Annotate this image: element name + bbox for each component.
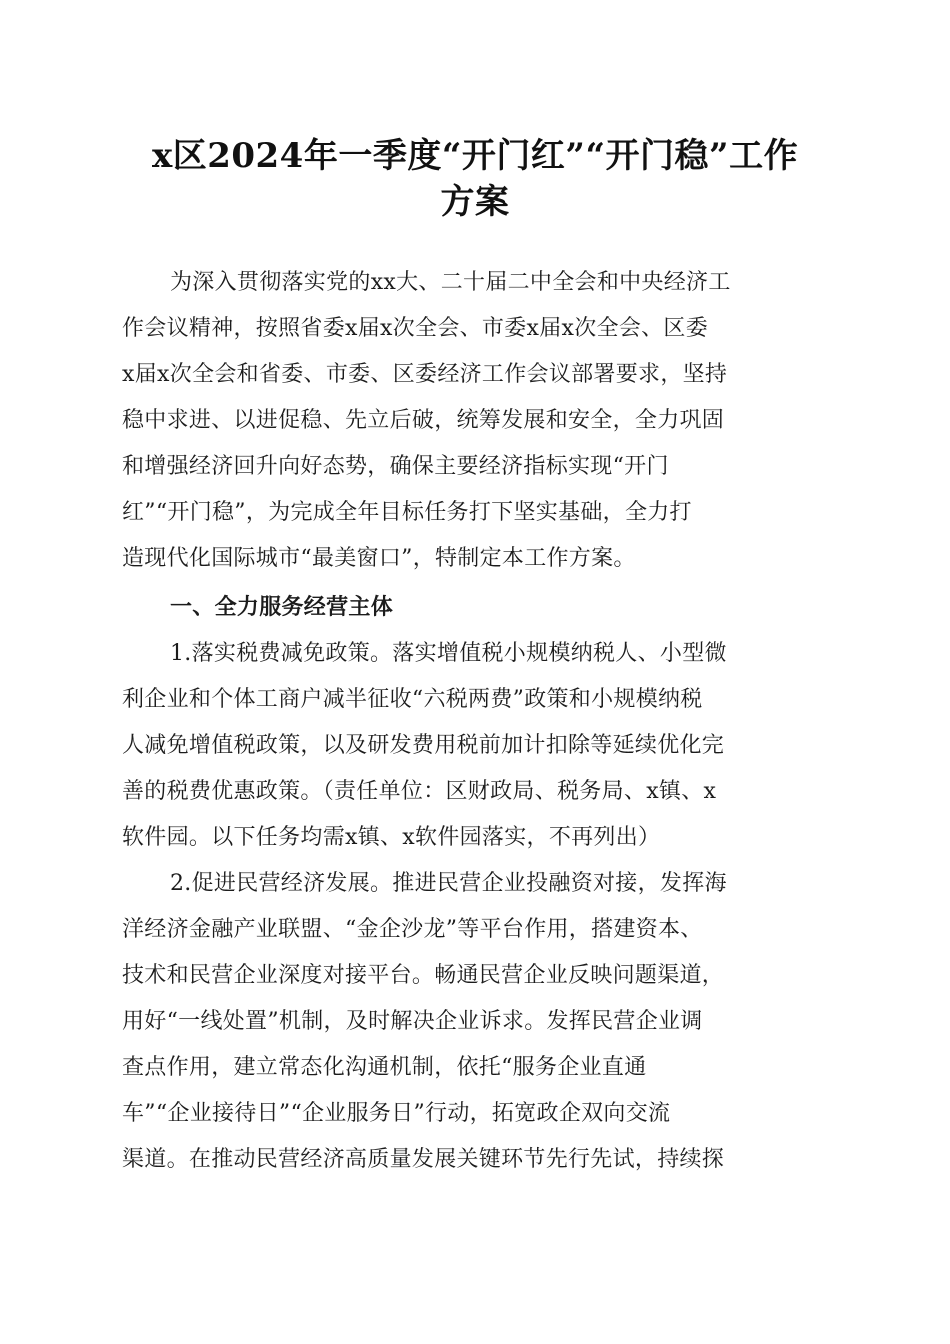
title-line-1: x区2024年一季度“开门红”“开门稳”工作 [151, 136, 799, 176]
paragraph-line: 技术和民营企业深度对接平台。畅通民营企业反映问题渠道， [122, 963, 725, 988]
paragraph-line: 造现代化国际城市“最美窗口”，特制定本工作方案。 [122, 546, 636, 571]
paragraph-line: 和增强经济回升向好态势，确保主要经济指标实现“开门 [122, 454, 669, 479]
item-2-paragraph [122, 861, 828, 1183]
section-heading: 一、全力服务经营主体 [170, 595, 394, 620]
paragraph-line: 作会议精神，按照省委x届x次全会、市委x届x次全会、区委 [122, 316, 709, 341]
paragraph-line: 渠道。在推动民营经济高质量发展关键环节先行先试，持续探 [122, 1147, 725, 1172]
paragraph-line: 用好“一线处置”机制，及时解决企业诉求。发挥民营企业调 [122, 1009, 703, 1034]
paragraph-line: 为深入贯彻落实党的xx大、二十届二中全会和中央经济工 [170, 270, 731, 295]
paragraph-line: 稳中求进、以进促稳、先立后破，统筹发展和安全，全力巩固 [122, 408, 725, 433]
paragraph-line: 1.落实税费减免政策。落实增值税小规模纳税人、小型微 [170, 641, 727, 666]
section-1-heading-block [122, 585, 828, 631]
paragraph-line: 查点作用，建立常态化沟通机制，依托“服务企业直通 [122, 1055, 647, 1080]
paragraph-line: 洋经济金融产业联盟、“金企沙龙”等平台作用，搭建资本、 [122, 917, 703, 942]
paragraph-line: x届x次全会和省委、市委、区委经济工作会议部署要求，坚持 [122, 362, 728, 387]
paragraph-line: 2.促进民营经济发展。推进民营企业投融资对接，发挥海 [170, 871, 727, 896]
paragraph-line: 利企业和个体工商户减半征收“六税两费”政策和小规模纳税 [122, 687, 703, 712]
paragraph-line: 车”“企业接待日”“企业服务日”行动，拓宽政企双向交流 [122, 1101, 671, 1126]
paragraph-line: 软件园。以下任务均需x镇、x软件园落实，不再列出） [122, 825, 661, 850]
item-1-paragraph [122, 631, 828, 861]
document-title [100, 133, 850, 225]
paragraph-line: 善的税费优惠政策。（责任单位：区财政局、税务局、x镇、x [122, 779, 717, 804]
paragraph-line: 红”“开门稳”，为完成全年目标任务打下坚实基础，全力打 [122, 500, 692, 525]
title-line-2: 方案 [440, 182, 510, 222]
intro-paragraph [122, 260, 828, 582]
paragraph-line: 人减免增值税政策，以及研发费用税前加计扣除等延续优化完 [122, 733, 725, 758]
